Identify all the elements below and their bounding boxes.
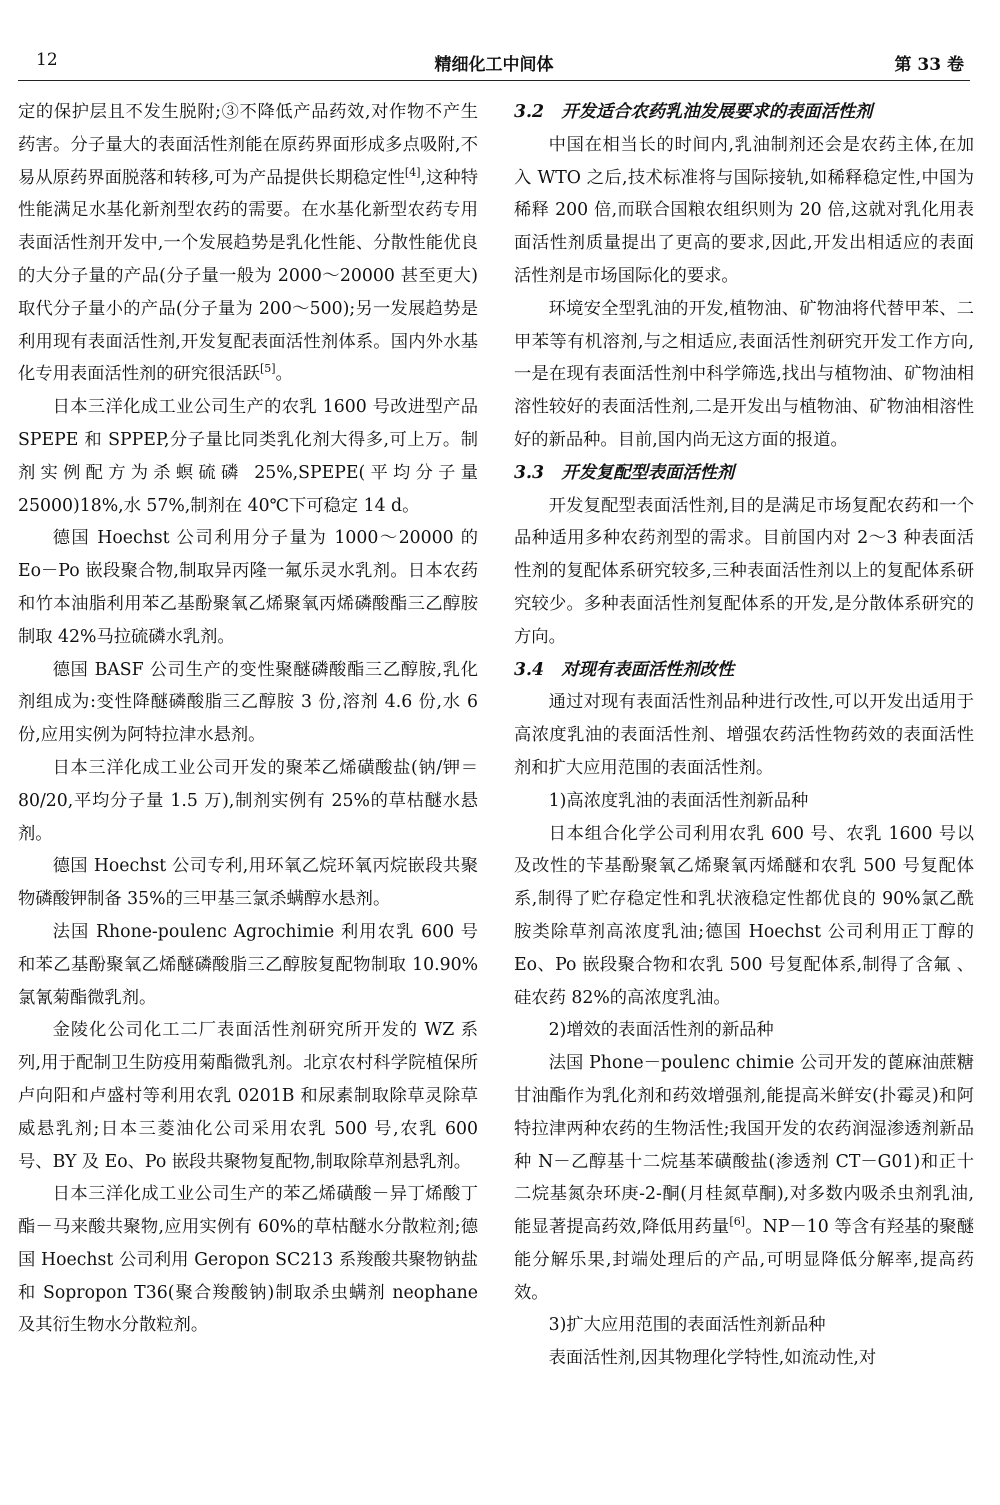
paragraph: 法国 Phone－poulenc chimie 公司开发的蓖麻油蔗糖甘油酯作为乳化剂和药效增强剂,能提高米鲜安(扑霉灵)和阿特拉津两种农药的生物活性;我国开发的农药润湿渗透剂新品种 N－乙醇基十二烷基苯磺酸盐(渗透剂 CT－G01)和正十二烷基氮杂环庚-2-酮(月桂氮草酮),对多数内吸杀虫剂乳油,能显著提高药效,降低用药量[6]。NP－10 等含有羟基的聚醚能分解乐果,封端处理后的产品,可明显降低分解率,提高药效。 — [514, 1053, 974, 1303]
paragraph: 德国 Hoechst 公司专利,用环氧乙烷环氧丙烷嵌段共聚物磷酸钾制备 35%的三甲基三氯杀螨醇水悬剂。 — [18, 856, 478, 910]
subsection-title: 1)高浓度乳油的表面活性剂新品种 — [548, 790, 809, 811]
volume-label: 第 33 卷 — [894, 55, 964, 75]
left-column — [18, 96, 478, 1342]
paragraph: 金陵化公司化工二厂表面活性剂研究所开发的 WZ 系列,用于配制卫生防疫用菊酯微乳剂。北京农村科学院植保所卢向阳和卢盛村等利用农乳 0201B 和尿素制取除草灵除草威悬乳剂;日本三菱油化公司采用农乳 500 号,农乳 600 号、BY 及 Eo、Po 嵌段共聚物复配物,制取除草剂悬乳剂。 — [18, 1020, 478, 1172]
journal-title: 精细化工中间体 — [434, 55, 554, 75]
paragraph: 通过对现有表面活性剂品种进行改性,可以开发出适用于高浓度乳油的表面活性剂、增强农药活性物药效的表面活性剂和扩大应用范围的表面活性剂。 — [514, 692, 974, 778]
section-heading: 3.2 开发适合农药乳油发展要求的表面活性剂 — [514, 102, 873, 122]
paragraph: 定的保护层且不发生脱附;③不降低产品药效,对作物不产生药害。分子量大的表面活性剂能在原药界面形成多点吸附,不易从原药界面脱落和转移,可为产品提供长期稳定性[4],这种特性能满足水基化新剂型农药的需要。在水基化新型农药专用表面活性剂开发中,一个发展趋势是乳化性能、分散性能优良的大分子量的产品(分子量一般为 2000～20000 甚至更大)取代分子量小的产品(分子量为 200～500);另一发展趋势是利用现有表面活性剂,开发复配表面活性剂体系。国内外水基化专用表面活性剂的研究很活跃[5]。 — [18, 102, 478, 385]
paragraph: 中国在相当长的时间内,乳油制剂还会是农药主体,在加入 WTO 之后,技术标准将与国际接轨,如稀释稳定性,中国为稀释 200 倍,而联合国粮农组织则为 20 倍,这就对乳化用表面活性剂质量提出了更高的要求,因此,开发出相适应的表面活性剂是市场国际化的要求。 — [514, 134, 974, 286]
section-heading: 3.4 对现有表面活性剂改性 — [514, 659, 735, 680]
paragraph: 开发复配型表面活性剂,目的是满足市场复配农药和一个品种适用多种农药剂型的需求。目前国内对 2～3 种表面活性剂的复配体系研究较多,三种表面活性剂以上的复配体系研究较少。多种表面活性剂复配体系的开发,是分散体系研究的方向。 — [514, 495, 974, 647]
paragraph: 德国 Hoechst 公司利用分子量为 1000～20000 的 Eo－Po 嵌段聚合物,制取异丙隆一氟乐灵水乳剂。日本农药和竹本油脂利用苯乙基酚聚氧乙烯聚氧丙烯磷酸酯三乙醇胺制取 42%马拉硫磷水乳剂。 — [18, 528, 478, 647]
paragraph: 表面活性剂,因其物理化学特性,如流动性,对 — [548, 1348, 877, 1369]
paragraph: 法国 Rhone-poulenc Agrochimie 利用农乳 600 号和苯乙基酚聚氧乙烯醚磷酸脂三乙醇胺复配物制取 10.90%氯氰菊酯微乳剂。 — [18, 921, 478, 1008]
section-heading: 3.3 开发复配型表面活性剂 — [514, 462, 735, 483]
page-header — [18, 46, 970, 81]
paragraph: 日本三洋化成工业公司开发的聚苯乙烯磺酸盐(钠/钾＝80/20,平均分子量 1.5 万),制剂实例有 25%的草枯醚水悬剂。 — [18, 757, 478, 844]
paragraph: 日本三洋化成工业公司生产的农乳 1600 号改进型产品 SPEPE 和 SPPEP,分子量比同类乳化剂大得多,可上万。制剂实例配方为杀螟硫磷 25%,SPEPE(平均分子量 25000)18%,水 57%,制剂在 40℃下可稳定 14 d。 — [18, 397, 478, 516]
subsection-title: 3)扩大应用范围的表面活性剂新品种 — [548, 1315, 826, 1336]
paragraph: 环境安全型乳油的开发,植物油、矿物油将代替甲苯、二甲苯等有机溶剂,与之相适应,表面活性剂研究开发工作方向,一是在现有表面活性剂中科学筛选,找出与植物油、矿物油相溶性较好的表面活性剂,二是开发出与植物油、矿物油相溶性好的新品种。目前,国内尚无这方面的报道。 — [514, 298, 974, 450]
paragraph: 日本三洋化成工业公司生产的苯乙烯磺酸－异丁烯酸丁酯－马来酸共聚物,应用实例有 60%的草枯醚水分散粒剂;德国 Hoechst 公司利用 Geropon SC213 系羧酸共聚物钠盐和 Sopropon T36(聚合羧酸钠)制取杀虫螨剂 neophane 及其衍生物水分散粒剂。 — [18, 1184, 478, 1336]
paragraph: 日本组合化学公司利用农乳 600 号、农乳 1600 号以及改性的苄基酚聚氧乙烯聚氧丙烯醚和农乳 500 号复配体系,制得了贮存稳定性和乳状液稳定性都优良的 90%氯乙酰胺类除草剂高浓度乳油;德国 Hoechst 公司利用正丁醇的 Eo、Po 嵌段聚合物和农乳 500 号复配体系,制得了含氟 、硅农药 82%的高浓度乳油。 — [514, 823, 974, 1008]
subsection-title: 2)增效的表面活性剂的新品种 — [548, 1020, 774, 1041]
right-column — [514, 96, 974, 1375]
page-number: 12 — [36, 50, 58, 70]
paragraph: 德国 BASF 公司生产的变性聚醚磷酸酯三乙醇胺,乳化剂组成为:变性降醚磷酸脂三乙醇胺 3 份,溶剂 4.6 份,水 6 份,应用实例为阿特拉津水悬剂。 — [18, 659, 478, 746]
